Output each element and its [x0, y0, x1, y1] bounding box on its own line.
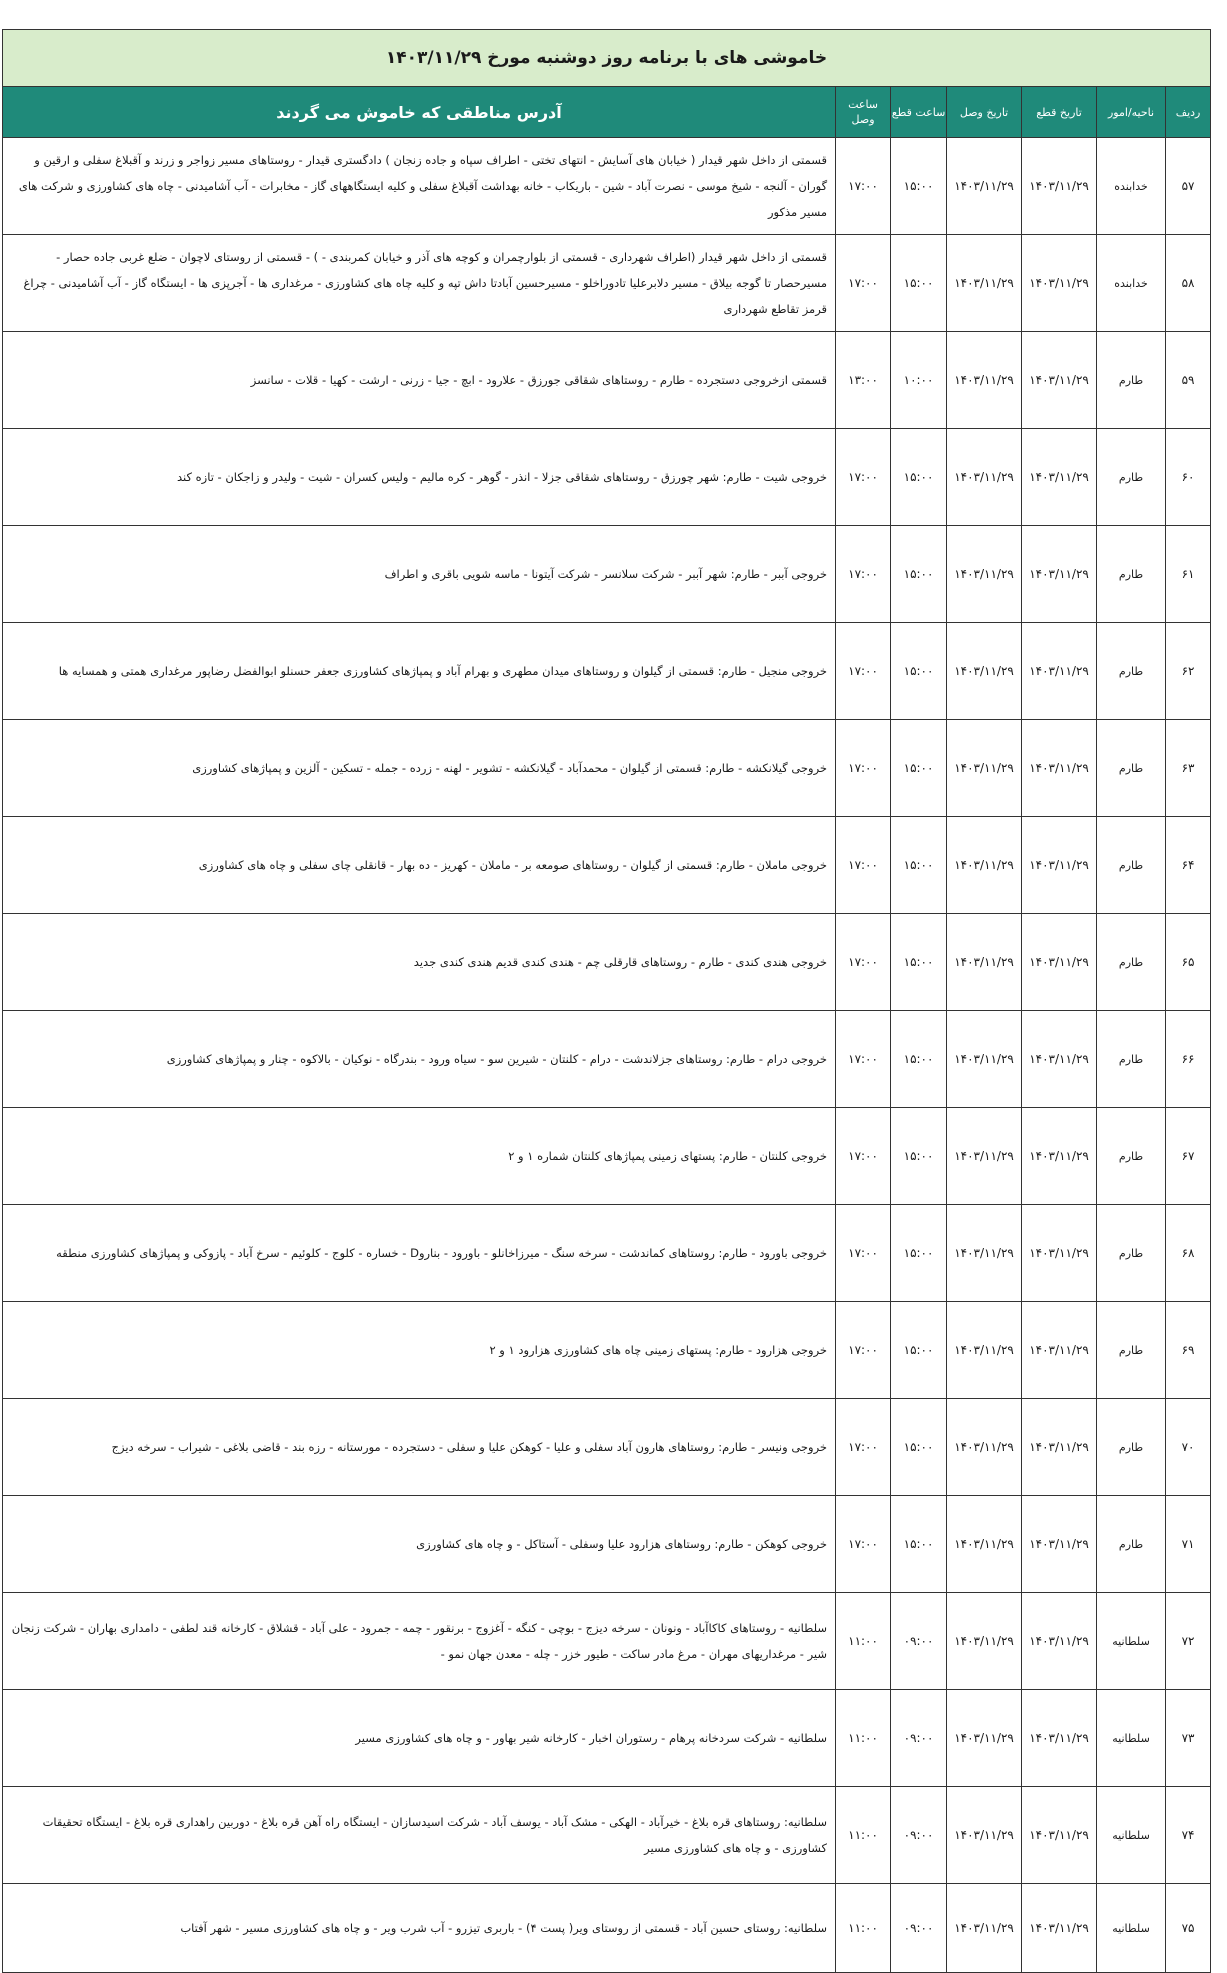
connect-time-cell: ۱۷:۰۰	[836, 1302, 891, 1399]
address-cell: سلطانیه - روستاهای کاکاآباد - ونونان - سرخه دیزج - بوچی - کنگه - آغزوج - برنقور - چمه - جمرود - علی آباد - قشلاق - کارخانه قند لطفی - دامداری بهاران - شرکت زنجان شیر - مرغداریهای مهران - مرغ مادر ساکت - طیور خزر - چله - معدن جهان نمو -	[3, 1593, 836, 1690]
district-cell: طارم	[1097, 1399, 1166, 1496]
address-cell: سلطانیه: روستای حسین آباد - قسمتی از روستای ویر( پست ۴) - باربری تیزرو - آب شرب ویر - و چاه های کشاورزی مسیر - شهر آفتاب	[3, 1884, 836, 1973]
cut-time-cell: ۱۵:۰۰	[891, 817, 947, 914]
cut-date-cell: ۱۴۰۳/۱۱/۲۹	[1022, 720, 1097, 817]
connect-time-cell: ۱۱:۰۰	[836, 1690, 891, 1787]
header-row-number: ردیف	[1166, 87, 1211, 138]
row-number-cell: ۶۶	[1166, 1011, 1211, 1108]
row-number-cell: ۶۱	[1166, 526, 1211, 623]
connect-date-cell: ۱۴۰۳/۱۱/۲۹	[947, 1690, 1022, 1787]
connect-date-cell: ۱۴۰۳/۱۱/۲۹	[947, 1496, 1022, 1593]
connect-time-cell: ۱۷:۰۰	[836, 138, 891, 235]
row-number-cell: ۵۷	[1166, 138, 1211, 235]
table-row	[3, 1205, 1211, 1302]
cut-time-cell: ۱۵:۰۰	[891, 1496, 947, 1593]
address-cell: خروجی باورود - طارم: روستاهای کماندشت - سرخه سنگ - میرزاخانلو - باورود - بناروD - خساره - کلوج - کلوئیم - سرخ آباد - پازوکی و پمپاژهای کشاورزی منطقه	[3, 1205, 836, 1302]
district-cell: طارم	[1097, 720, 1166, 817]
row-number-cell: ۷۲	[1166, 1593, 1211, 1690]
header-row	[3, 87, 1211, 138]
connect-date-cell: ۱۴۰۳/۱۱/۲۹	[947, 914, 1022, 1011]
row-number-cell: ۶۲	[1166, 623, 1211, 720]
cut-time-cell: ۱۵:۰۰	[891, 720, 947, 817]
connect-date-cell: ۱۴۰۳/۱۱/۲۹	[947, 1787, 1022, 1884]
outage-table	[2, 29, 1211, 1973]
outage-schedule-sheet	[2, 29, 1210, 1973]
row-number-cell: ۵۸	[1166, 235, 1211, 332]
address-cell: سلطانیه - شرکت سردخانه پرهام - رستوران اخبار - کارخانه شیر بهاور - و چاه های کشاورزی مسیر	[3, 1690, 836, 1787]
cut-time-cell: ۱۵:۰۰	[891, 526, 947, 623]
cut-time-cell: ۰۹:۰۰	[891, 1884, 947, 1973]
district-cell: طارم	[1097, 526, 1166, 623]
address-cell: خروجی کوهکن - طارم: روستاهای هزارود علیا وسفلی - آستاکل - و چاه های کشاورزی	[3, 1496, 836, 1593]
address-cell: خروجی کلنتان - طارم: پستهای زمینی پمپاژهای کلنتان شماره ۱ و ۲	[3, 1108, 836, 1205]
table-row	[3, 332, 1211, 429]
row-number-cell: ۶۵	[1166, 914, 1211, 1011]
cut-time-cell: ۱۵:۰۰	[891, 1302, 947, 1399]
row-number-cell: ۶۹	[1166, 1302, 1211, 1399]
row-number-cell: ۷۳	[1166, 1690, 1211, 1787]
district-cell: طارم	[1097, 1302, 1166, 1399]
row-number-cell: ۶۰	[1166, 429, 1211, 526]
cut-date-cell: ۱۴۰۳/۱۱/۲۹	[1022, 138, 1097, 235]
row-number-cell: ۶۸	[1166, 1205, 1211, 1302]
table-row	[3, 623, 1211, 720]
cut-date-cell: ۱۴۰۳/۱۱/۲۹	[1022, 1884, 1097, 1973]
table-row	[3, 914, 1211, 1011]
table-row	[3, 138, 1211, 235]
header-address: آدرس مناطقی که خاموش می گردند	[3, 87, 836, 138]
table-row	[3, 817, 1211, 914]
connect-time-cell: ۱۷:۰۰	[836, 429, 891, 526]
table-body	[3, 138, 1211, 1973]
cut-date-cell: ۱۴۰۳/۱۱/۲۹	[1022, 914, 1097, 1011]
table-row	[3, 1496, 1211, 1593]
connect-time-cell: ۱۷:۰۰	[836, 1399, 891, 1496]
district-cell: سلطانیه	[1097, 1884, 1166, 1973]
connect-date-cell: ۱۴۰۳/۱۱/۲۹	[947, 138, 1022, 235]
cut-date-cell: ۱۴۰۳/۱۱/۲۹	[1022, 235, 1097, 332]
connect-time-cell: ۱۷:۰۰	[836, 914, 891, 1011]
address-cell: خروجی هزارود - طارم: پستهای زمینی چاه های کشاورزی هزارود ۱ و ۲	[3, 1302, 836, 1399]
cut-time-cell: ۱۵:۰۰	[891, 235, 947, 332]
cut-date-cell: ۱۴۰۳/۱۱/۲۹	[1022, 1787, 1097, 1884]
table-row	[3, 526, 1211, 623]
connect-time-cell: ۱۷:۰۰	[836, 1011, 891, 1108]
connect-date-cell: ۱۴۰۳/۱۱/۲۹	[947, 332, 1022, 429]
row-number-cell: ۵۹	[1166, 332, 1211, 429]
cut-time-cell: ۰۹:۰۰	[891, 1593, 947, 1690]
connect-date-cell: ۱۴۰۳/۱۱/۲۹	[947, 1205, 1022, 1302]
table-row	[3, 720, 1211, 817]
connect-date-cell: ۱۴۰۳/۱۱/۲۹	[947, 1302, 1022, 1399]
connect-date-cell: ۱۴۰۳/۱۱/۲۹	[947, 720, 1022, 817]
cut-date-cell: ۱۴۰۳/۱۱/۲۹	[1022, 817, 1097, 914]
row-number-cell: ۶۴	[1166, 817, 1211, 914]
connect-date-cell: ۱۴۰۳/۱۱/۲۹	[947, 1011, 1022, 1108]
row-number-cell: ۷۴	[1166, 1787, 1211, 1884]
district-cell: طارم	[1097, 1496, 1166, 1593]
connect-date-cell: ۱۴۰۳/۱۱/۲۹	[947, 526, 1022, 623]
header-connect-time: ساعت وصل	[836, 87, 891, 138]
district-cell: خدابنده	[1097, 138, 1166, 235]
connect-date-cell: ۱۴۰۳/۱۱/۲۹	[947, 235, 1022, 332]
address-cell: خروجی شیت - طارم: شهر چورزق - روستاهای شقاقی جزلا - انذر - گوهر - کره مالیم - ولیس کسران - شیت - ولیدر و زاجکان - تازه کند	[3, 429, 836, 526]
district-cell: طارم	[1097, 1011, 1166, 1108]
table-row	[3, 429, 1211, 526]
table-row	[3, 1108, 1211, 1205]
connect-time-cell: ۱۱:۰۰	[836, 1593, 891, 1690]
cut-time-cell: ۱۵:۰۰	[891, 138, 947, 235]
district-cell: طارم	[1097, 914, 1166, 1011]
cut-date-cell: ۱۴۰۳/۱۱/۲۹	[1022, 1011, 1097, 1108]
table-row	[3, 1399, 1211, 1496]
cut-time-cell: ۱۵:۰۰	[891, 914, 947, 1011]
address-cell: قسمتی ازخروجی دستجرده - طارم - روستاهای شقاقی جورزق - علارود - ابچ - جیا - زرنی - ارشت - کهیا - قلات - سانسز	[3, 332, 836, 429]
cut-date-cell: ۱۴۰۳/۱۱/۲۹	[1022, 1205, 1097, 1302]
district-cell: طارم	[1097, 332, 1166, 429]
connect-date-cell: ۱۴۰۳/۱۱/۲۹	[947, 1399, 1022, 1496]
connect-date-cell: ۱۴۰۳/۱۱/۲۹	[947, 623, 1022, 720]
table-row	[3, 1884, 1211, 1973]
district-cell: سلطانیه	[1097, 1690, 1166, 1787]
district-cell: طارم	[1097, 623, 1166, 720]
cut-time-cell: ۱۵:۰۰	[891, 1399, 947, 1496]
cut-time-cell: ۱۵:۰۰	[891, 1108, 947, 1205]
address-cell: خروجی ونیسر - طارم: روستاهای هارون آباد سفلی و علیا - کوهکن علیا و سفلی - دستجرده - مورستانه - رزه بند - قاضی بلاغی - شیراب - سرخه دیزج	[3, 1399, 836, 1496]
table-row	[3, 1593, 1211, 1690]
district-cell: سلطانیه	[1097, 1787, 1166, 1884]
cut-date-cell: ۱۴۰۳/۱۱/۲۹	[1022, 1399, 1097, 1496]
district-cell: طارم	[1097, 817, 1166, 914]
cut-date-cell: ۱۴۰۳/۱۱/۲۹	[1022, 1496, 1097, 1593]
row-number-cell: ۶۳	[1166, 720, 1211, 817]
cut-time-cell: ۰۹:۰۰	[891, 1690, 947, 1787]
cut-date-cell: ۱۴۰۳/۱۱/۲۹	[1022, 1108, 1097, 1205]
connect-time-cell: ۱۱:۰۰	[836, 1884, 891, 1973]
cut-date-cell: ۱۴۰۳/۱۱/۲۹	[1022, 623, 1097, 720]
table-row	[3, 1787, 1211, 1884]
address-cell: خروجی گیلانکشه - طارم: قسمتی از گیلوان - محمدآباد - گیلانکشه - تشویر - لهنه - زرده - جمله - تسکین - آلزین و پمپاژهای کشاورزی	[3, 720, 836, 817]
connect-time-cell: ۱۳:۰۰	[836, 332, 891, 429]
cut-time-cell: ۱۵:۰۰	[891, 623, 947, 720]
cut-date-cell: ۱۴۰۳/۱۱/۲۹	[1022, 1690, 1097, 1787]
cut-time-cell: ۱۵:۰۰	[891, 429, 947, 526]
address-cell: خروجی آببر - طارم: شهر آببر - شرکت سلانسر - شرکت آیتونا - ماسه شویی باقری و اطراف	[3, 526, 836, 623]
connect-time-cell: ۱۷:۰۰	[836, 526, 891, 623]
cut-date-cell: ۱۴۰۳/۱۱/۲۹	[1022, 1302, 1097, 1399]
row-number-cell: ۷۱	[1166, 1496, 1211, 1593]
connect-time-cell: ۱۷:۰۰	[836, 1496, 891, 1593]
cut-date-cell: ۱۴۰۳/۱۱/۲۹	[1022, 526, 1097, 623]
connect-time-cell: ۱۷:۰۰	[836, 623, 891, 720]
district-cell: طارم	[1097, 1108, 1166, 1205]
address-cell: قسمتی از داخل شهر قیدار ( خیابان های آسایش - انتهای تختی - اطراف سپاه و جاده زنجان ) دادگستری قیدار - روستاهای مسیر زواجر و زرند و آقبلاغ سفلی و ارقین و گوران - آلنجه - شیخ موسی - نصرت آباد - شین - باریکاب - خانه بهداشت آقبلاغ سفلی و کلیه ایستگاههای گاز - مخابرات - آب آشامیدنی - چاه های کشاورزی و شرکت های مسیر مذکور	[3, 138, 836, 235]
cut-time-cell: ۱۰:۰۰	[891, 332, 947, 429]
table-row	[3, 1011, 1211, 1108]
connect-time-cell: ۱۷:۰۰	[836, 817, 891, 914]
connect-time-cell: ۱۷:۰۰	[836, 720, 891, 817]
row-number-cell: ۷۵	[1166, 1884, 1211, 1973]
address-cell: خروجی هندی کندی - طارم - روستاهای قارقلی چم - هندی کندی قدیم هندی کندی جدید	[3, 914, 836, 1011]
district-cell: خدابنده	[1097, 235, 1166, 332]
row-number-cell: ۶۷	[1166, 1108, 1211, 1205]
row-number-cell: ۷۰	[1166, 1399, 1211, 1496]
table-row	[3, 1690, 1211, 1787]
district-cell: سلطانیه	[1097, 1593, 1166, 1690]
connect-date-cell: ۱۴۰۳/۱۱/۲۹	[947, 429, 1022, 526]
connect-date-cell: ۱۴۰۳/۱۱/۲۹	[947, 1593, 1022, 1690]
cut-time-cell: ۱۵:۰۰	[891, 1205, 947, 1302]
address-cell: خروجی درام - طارم: روستاهای جزلاندشت - درام - کلنتان - شیرین سو - سیاه ورود - بندرگاه - نوکیان - بالاکوه - چنار و پمپاژهای کشاورزی	[3, 1011, 836, 1108]
table-row	[3, 1302, 1211, 1399]
connect-date-cell: ۱۴۰۳/۱۱/۲۹	[947, 1108, 1022, 1205]
title-row	[3, 30, 1211, 87]
cut-date-cell: ۱۴۰۳/۱۱/۲۹	[1022, 429, 1097, 526]
page-title: خاموشی های با برنامه روز دوشنبه مورخ ۱۴۰۳/۱۱/۲۹	[3, 30, 1211, 87]
address-cell: قسمتی از داخل شهر قیدار (اطراف شهرداری - قسمتی از بلوارچمران و کوچه های آذر و خیابان کمربندی - ) - قسمتی از روستای لاچوان - ضلع غربی جاده حصار - مسیرحصار تا گوجه بیلاق - مسیر دلابرعلیا تادوراخلو - مسیرحسین آبادتا داش تپه و کلیه چاه های کشاورزی - مرغداری ها - آجرپزی ها - ایستگاه گاز - آب آشامیدنی - چراغ قرمز تقاطع شهرداری	[3, 235, 836, 332]
connect-time-cell: ۱۷:۰۰	[836, 1108, 891, 1205]
connect-date-cell: ۱۴۰۳/۱۱/۲۹	[947, 1884, 1022, 1973]
header-connect-date: تاریخ وصل	[947, 87, 1022, 138]
header-cut-time: ساعت قطع	[891, 87, 947, 138]
header-cut-date: تاریخ قطع	[1022, 87, 1097, 138]
table-row	[3, 235, 1211, 332]
connect-time-cell: ۱۷:۰۰	[836, 1205, 891, 1302]
connect-time-cell: ۱۱:۰۰	[836, 1787, 891, 1884]
connect-date-cell: ۱۴۰۳/۱۱/۲۹	[947, 817, 1022, 914]
address-cell: خروجی ماملان - طارم: قسمتی از گیلوان - روستاهای صومعه بر - ماملان - کهریز - ده بهار - قانقلی چای سفلی و چاه های کشاورزی	[3, 817, 836, 914]
header-district: ناحیه/امور	[1097, 87, 1166, 138]
cut-date-cell: ۱۴۰۳/۱۱/۲۹	[1022, 1593, 1097, 1690]
district-cell: طارم	[1097, 429, 1166, 526]
cut-time-cell: ۰۹:۰۰	[891, 1787, 947, 1884]
connect-time-cell: ۱۷:۰۰	[836, 235, 891, 332]
address-cell: سلطانیه: روستاهای قره بلاغ - خیرآباد - الهکی - مشک آباد - یوسف آباد - شرکت اسیدسازان - ایستگاه راه آهن قره بلاغ - دوربین راهداری قره بلاغ - ایستگاه تحقیقات کشاورزی - و چاه های کشاورزی مسیر	[3, 1787, 836, 1884]
district-cell: طارم	[1097, 1205, 1166, 1302]
address-cell: خروجی منجیل - طارم: قسمتی از گیلوان و روستاهای میدان مطهری و بهرام آباد و پمپاژهای کشاورزی جعفر حسنلو ابوالفضل رضاپور مرغداری همتی و همسایه ها	[3, 623, 836, 720]
cut-date-cell: ۱۴۰۳/۱۱/۲۹	[1022, 332, 1097, 429]
cut-time-cell: ۱۵:۰۰	[891, 1011, 947, 1108]
